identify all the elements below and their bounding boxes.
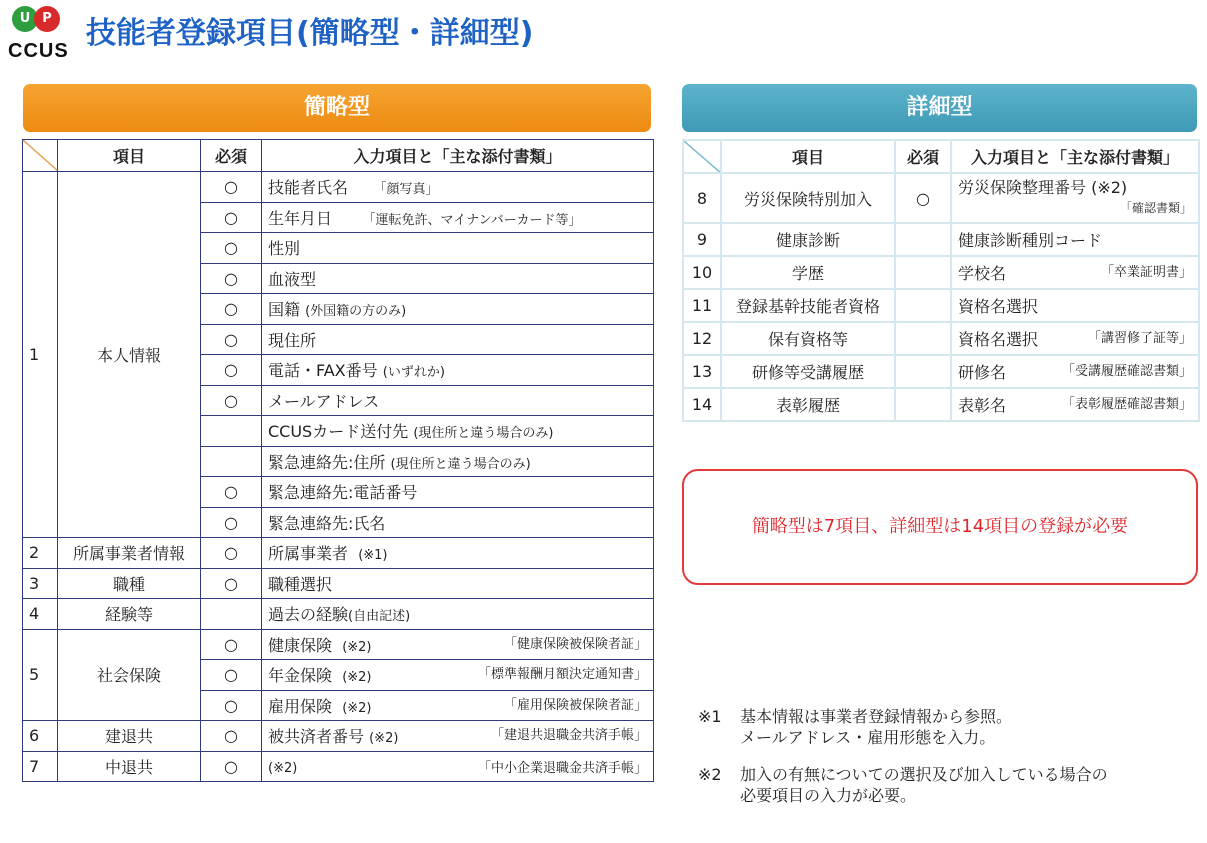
header-item: 項目 — [721, 140, 895, 173]
required-mark: ○ — [201, 233, 262, 264]
required-mark: ○ — [201, 263, 262, 294]
row-item: 職種 — [58, 568, 201, 599]
header-input-fields: 入力項目と「主な添付書類」 — [262, 140, 654, 172]
table-row — [683, 289, 1199, 322]
required-mark — [895, 223, 951, 256]
required-mark — [895, 388, 951, 421]
input-field: 国籍 (外国籍の方のみ) — [262, 294, 654, 325]
required-mark: ○ — [201, 568, 262, 599]
header-item: 項目 — [58, 140, 201, 172]
table-header-row — [23, 140, 654, 172]
row-item: 本人情報 — [58, 172, 201, 538]
logo-green-mark: U — [12, 6, 38, 32]
required-mark: ○ — [201, 690, 262, 721]
required-mark — [201, 416, 262, 447]
input-field: 緊急連絡先:電話番号 — [262, 477, 654, 508]
input-field: 緊急連絡先:氏名 — [262, 507, 654, 538]
row-item: 健康診断 — [721, 223, 895, 256]
required-mark: ○ — [201, 202, 262, 233]
table-row — [683, 322, 1199, 355]
row-number: 6 — [23, 721, 58, 752]
input-field: 研修名 「受講履歴確認書類」 — [951, 355, 1199, 388]
input-field: メールアドレス — [262, 385, 654, 416]
required-mark: ○ — [201, 538, 262, 569]
input-field: 過去の経験(自由記述) — [262, 599, 654, 630]
row-item: 社会保険 — [58, 629, 201, 721]
required-mark: ○ — [201, 507, 262, 538]
row-number: 10 — [683, 256, 721, 289]
input-field: 年金保険 (※2) 「標準報酬月額決定通知書」 — [262, 660, 654, 691]
required-mark: ○ — [201, 385, 262, 416]
table-row — [23, 721, 654, 752]
logo-text: CCUS — [8, 40, 69, 62]
row-number: 11 — [683, 289, 721, 322]
table-row — [683, 256, 1199, 289]
required-mark: ○ — [201, 660, 262, 691]
input-field: 現住所 — [262, 324, 654, 355]
input-field: 技能者氏名 「顔写真」 — [262, 172, 654, 203]
table-row — [23, 538, 654, 569]
required-mark — [201, 599, 262, 630]
row-number: 12 — [683, 322, 721, 355]
diagonal-header-cell — [23, 140, 58, 172]
input-field: 性別 — [262, 233, 654, 264]
row-number: 13 — [683, 355, 721, 388]
input-field: 健康診断種別コード — [951, 223, 1199, 256]
row-number: 5 — [23, 629, 58, 721]
row-number: 4 — [23, 599, 58, 630]
required-mark: ○ — [201, 294, 262, 325]
table-row — [23, 629, 654, 660]
row-item: 研修等受講履歴 — [721, 355, 895, 388]
detail-type-banner: 詳細型 — [682, 84, 1197, 132]
input-field: 生年月日 「運転免許、マイナンバーカード等」 — [262, 202, 654, 233]
row-item: 労災保険特別加入 — [721, 173, 895, 223]
input-field: 血液型 — [262, 263, 654, 294]
row-item: 経験等 — [58, 599, 201, 630]
row-item: 中退共 — [58, 751, 201, 782]
table-row — [23, 599, 654, 630]
input-field: 資格名選択 「講習修了証等」 — [951, 322, 1199, 355]
input-field: CCUSカード送付先 (現住所と違う場合のみ) — [262, 416, 654, 447]
diagonal-line-icon — [684, 141, 721, 173]
row-item: 登録基幹技能者資格 — [721, 289, 895, 322]
input-field: 電話・FAX番号 (いずれか) — [262, 355, 654, 386]
table-row — [23, 751, 654, 782]
row-item: 所属事業者情報 — [58, 538, 201, 569]
simple-type-banner: 簡略型 — [23, 84, 651, 132]
required-mark — [201, 446, 262, 477]
page-title: 技能者登録項目(簡略型・詳細型) — [86, 16, 534, 51]
input-field: 学校名 「卒業証明書」 — [951, 256, 1199, 289]
required-mark — [895, 256, 951, 289]
diagonal-header-cell — [683, 140, 721, 173]
required-mark: ○ — [201, 721, 262, 752]
input-field: 雇用保険 (※2) 「雇用保険被保険者証」 — [262, 690, 654, 721]
required-mark: ○ — [201, 324, 262, 355]
required-mark: ○ — [201, 477, 262, 508]
row-item: 表彰履歴 — [721, 388, 895, 421]
row-number: 2 — [23, 538, 58, 569]
simple-type-table — [22, 139, 654, 782]
input-field: 所属事業者 (※1) — [262, 538, 654, 569]
table-row — [23, 568, 654, 599]
row-item: 保有資格等 — [721, 322, 895, 355]
detail-type-table — [682, 139, 1200, 422]
header-input-fields: 入力項目と「主な添付書類」 — [951, 140, 1199, 173]
input-field: 被共済者番号 (※2) 「建退共退職金共済手帳」 — [262, 721, 654, 752]
row-number: 9 — [683, 223, 721, 256]
required-mark: ○ — [201, 172, 262, 203]
row-item: 学歴 — [721, 256, 895, 289]
input-field: 労災保険整理番号 (※2) 「確認書類」 — [951, 173, 1199, 223]
input-field: 健康保険 (※2) 「健康保険被保険者証」 — [262, 629, 654, 660]
input-field: 緊急連絡先:住所 (現住所と違う場合のみ) — [262, 446, 654, 477]
table-row — [683, 388, 1199, 421]
required-mark: ○ — [895, 173, 951, 223]
table-row — [683, 173, 1199, 223]
row-item: 建退共 — [58, 721, 201, 752]
row-number: 14 — [683, 388, 721, 421]
header-required: 必須 — [201, 140, 262, 172]
required-mark — [895, 289, 951, 322]
row-number: 8 — [683, 173, 721, 223]
row-number: 3 — [23, 568, 58, 599]
table-header-row — [683, 140, 1199, 173]
footnote-2: ※2 加入の有無についての選択及び加入している場合の 必要項目の入力が必要。 — [698, 765, 1108, 805]
required-mark — [895, 355, 951, 388]
ccus-logo — [6, 4, 68, 64]
header-required: 必須 — [895, 140, 951, 173]
row-number: 7 — [23, 751, 58, 782]
required-mark: ○ — [201, 629, 262, 660]
input-field: 表彰名 「表彰履歴確認書類」 — [951, 388, 1199, 421]
required-mark: ○ — [201, 751, 262, 782]
table-row — [23, 172, 654, 203]
input-field: 職種選択 — [262, 568, 654, 599]
footnotes — [698, 706, 1108, 822]
table-row — [683, 223, 1199, 256]
input-field: (※2) 「中小企業退職金共済手帳」 — [262, 751, 654, 782]
summary-callout: 簡略型は7項目、詳細型は14項目の登録が必要 — [682, 469, 1198, 585]
required-mark — [895, 322, 951, 355]
table-row — [683, 355, 1199, 388]
input-field: 資格名選択 — [951, 289, 1199, 322]
required-mark: ○ — [201, 355, 262, 386]
footnote-1: ※1 基本情報は事業者登録情報から参照。 メールアドレス・雇用形態を入力。 — [698, 707, 1013, 747]
diagonal-line-icon — [23, 140, 58, 171]
row-number: 1 — [23, 172, 58, 538]
logo-red-mark: P — [34, 6, 60, 32]
